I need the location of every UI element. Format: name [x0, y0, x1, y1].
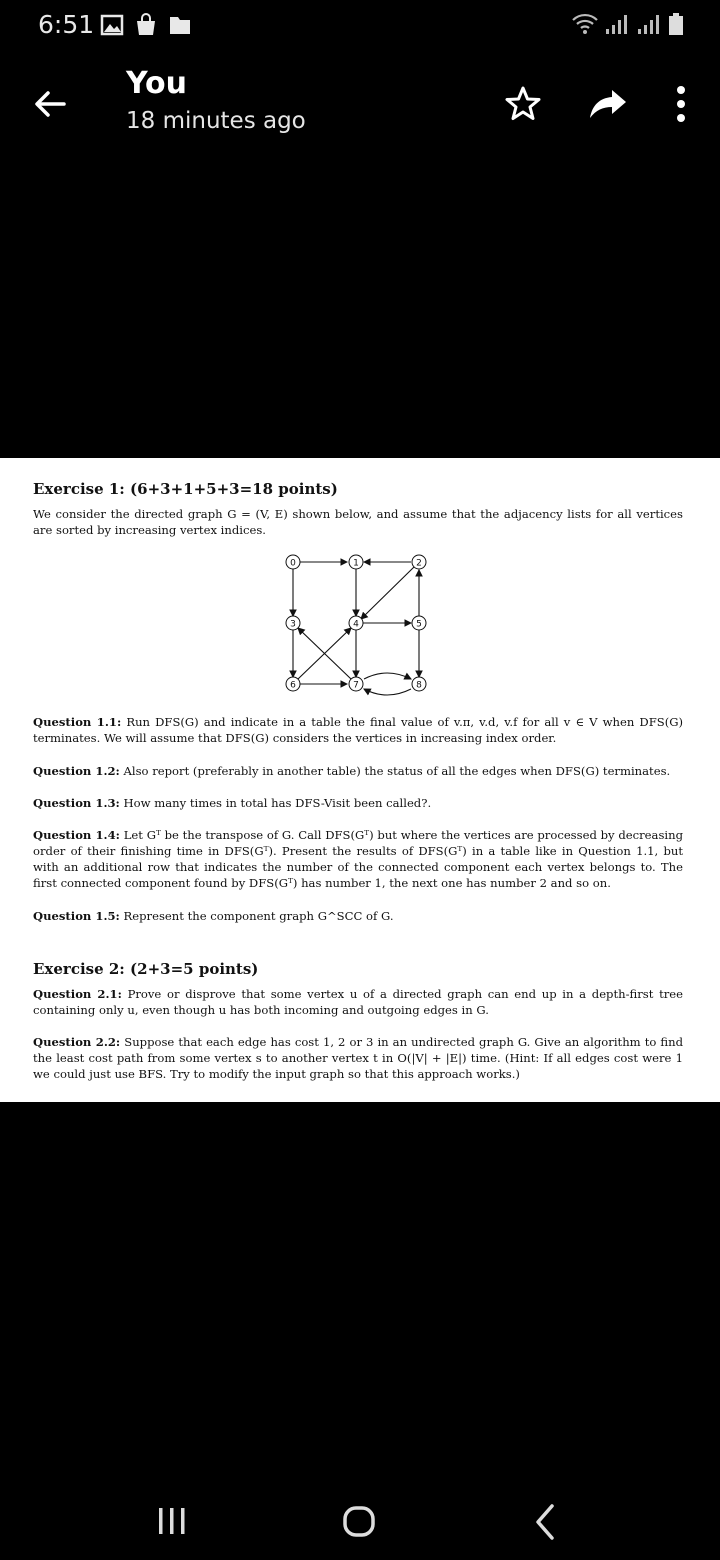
- edge-2-4: [361, 567, 414, 619]
- node-7: [349, 677, 363, 691]
- status-time: 6:51: [38, 10, 95, 39]
- node-0: [286, 555, 300, 569]
- node-2: [412, 555, 426, 569]
- notification-icons: [100, 13, 192, 37]
- node-8: [412, 677, 426, 691]
- timestamp: 18 minutes ago: [126, 108, 306, 134]
- shopping-bag-icon: [134, 13, 158, 37]
- battery-icon: [668, 12, 684, 36]
- svg-text:5: 5: [416, 619, 422, 630]
- node-4: [349, 616, 363, 630]
- svg-text:4: 4: [353, 619, 359, 630]
- status-bar: [0, 0, 720, 56]
- directed-graph: [270, 548, 450, 696]
- question-1-4: Question 1.4: Let Gᵀ be the transpose of G. Call DFS(Gᵀ) but where the vertices are processed by decreasing order of their finishing time in DFS(Gᵀ). Present the results of DFS(Gᵀ) in a table like in Question 1.1, but with an additional row that indicates the number of the connected component each vertex belongs to. The first connected component found by DFS(Gᵀ) has number 1, the next one has number 2 and so on.: [33, 828, 684, 890]
- question-2-2: Question 2.2: Suppose that each edge has cost 1, 2 or 3 in an undirected graph G. Give an algorithm to find the least cost path from some vertex s to another vertex t in O(|V| + |E|) time. (Hint: If all edges cost were 1 we could just use BFS. Try to modify the input graph so that this approach works.): [33, 1035, 683, 1081]
- edge-7-8: [364, 673, 411, 679]
- node-1: [349, 555, 363, 569]
- edge-8-7: [364, 689, 411, 695]
- exercise-2-title: Exercise 2: (2+3=5 points): [33, 960, 259, 978]
- star-icon[interactable]: [501, 82, 545, 126]
- wifi-icon: [572, 13, 598, 35]
- viewer-header: [0, 56, 720, 166]
- signal-2-icon: [636, 13, 662, 35]
- node-3: [286, 616, 300, 630]
- question-2-1: Question 2.1: Prove or disprove that some vertex u of a directed graph can end up in a depth-first tree containing only u, even though u has both incoming and outgoing edges in G.: [33, 987, 684, 1017]
- signal-icon: [604, 13, 630, 35]
- question-1-3: Question 1.3: How many times in total has DFS-Visit been called?.: [33, 796, 432, 810]
- question-1-5: Question 1.5: Represent the component graph G^SCC of G.: [33, 909, 394, 923]
- svg-text:7: 7: [353, 680, 359, 691]
- recent-apps-icon[interactable]: [150, 1500, 194, 1544]
- exercise-1-intro: We consider the directed graph G = (V, E) shown below, and assume that the adjacency lists for all vertices are sorted by increasing vertex indices.: [33, 507, 683, 537]
- svg-text:6: 6: [290, 680, 296, 691]
- navigation-bar: [0, 1480, 720, 1560]
- question-1-1: Question 1.1: Run DFS(G) and indicate in a table the final value of v.π, v.d, v.f for all v ∈ V when DFS(G) terminates. We will assume that DFS(G) considers the vertices in increasing index order.: [33, 715, 684, 745]
- home-icon[interactable]: [337, 1500, 381, 1544]
- svg-text:2: 2: [416, 558, 422, 569]
- svg-text:8: 8: [416, 680, 422, 691]
- back-nav-icon[interactable]: [524, 1500, 568, 1544]
- exercise-1-title: Exercise 1: (6+3+1+5+3=18 points): [33, 480, 338, 498]
- svg-text:3: 3: [290, 619, 296, 630]
- system-icons: [572, 12, 684, 36]
- document-image[interactable]: [0, 458, 720, 1102]
- folder-icon: [168, 13, 192, 37]
- svg-text:1: 1: [353, 558, 359, 569]
- question-1-2: Question 1.2: Also report (preferably in another table) the status of all the edges when DFS(G) terminates.: [33, 764, 671, 778]
- gallery-icon: [100, 13, 124, 37]
- sender-name: You: [126, 66, 187, 101]
- more-options-icon[interactable]: [659, 82, 703, 126]
- back-arrow-icon[interactable]: [28, 82, 72, 126]
- node-6: [286, 677, 300, 691]
- node-5: [412, 616, 426, 630]
- svg-text:0: 0: [290, 558, 296, 569]
- forward-icon[interactable]: [586, 82, 630, 126]
